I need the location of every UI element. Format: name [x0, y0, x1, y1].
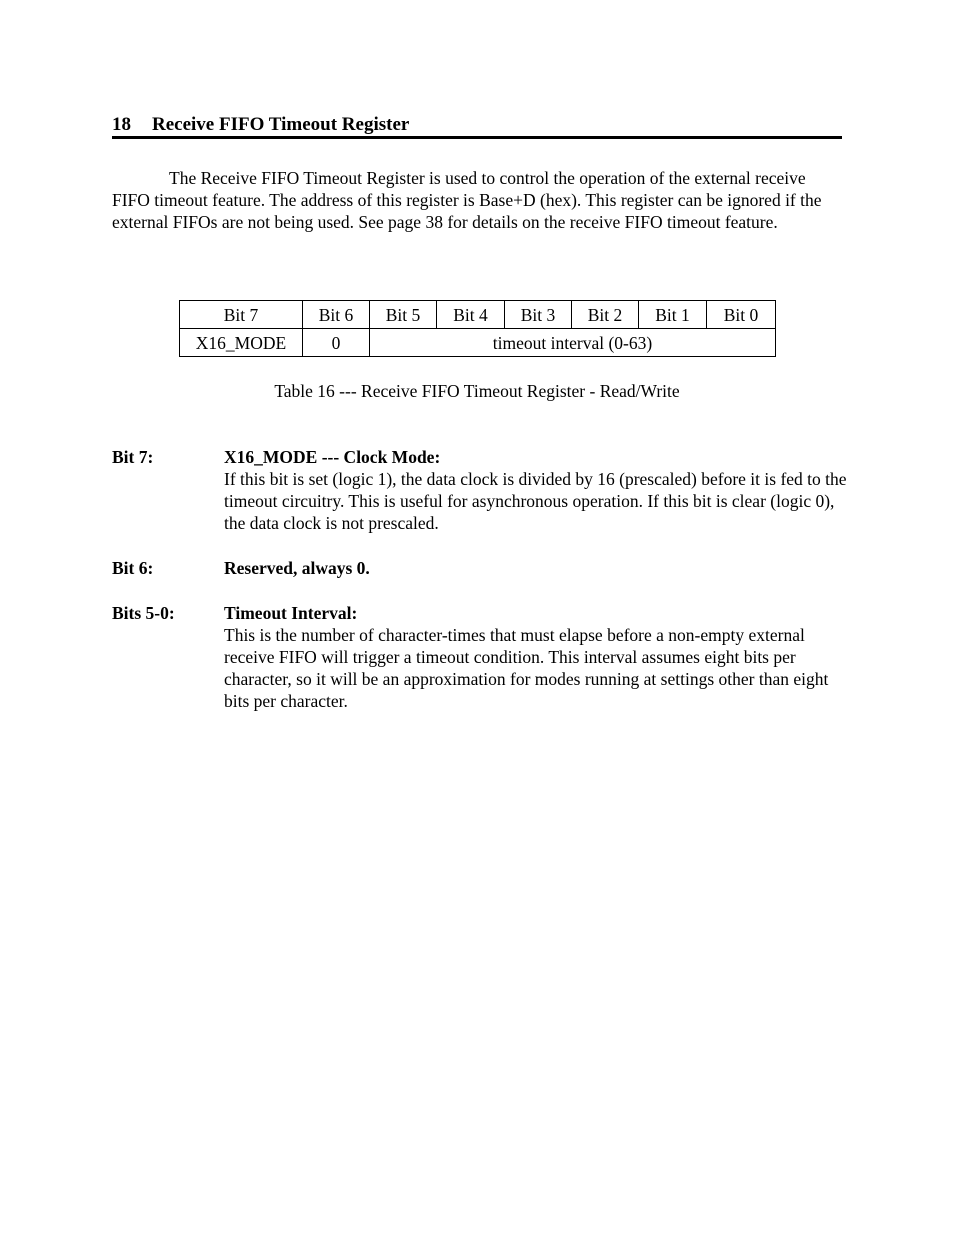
- register-table: [179, 300, 776, 357]
- header-bit-5: Bit 5: [370, 301, 437, 329]
- field-reserved: 0: [303, 329, 370, 357]
- field-x16-mode: X16_MODE: [180, 329, 303, 357]
- bit-title: Timeout Interval:: [224, 603, 358, 623]
- section-number: 18: [112, 114, 131, 135]
- table-caption: Table 16 --- Receive FIFO Timeout Register - Read/Write: [274, 381, 680, 401]
- header-bit-7: Bit 7: [180, 301, 303, 329]
- header-bit-4: Bit 4: [437, 301, 505, 329]
- bit-title: X16_MODE --- Clock Mode:: [224, 447, 441, 467]
- bit-content: [224, 602, 849, 712]
- bit-content: [224, 557, 849, 579]
- bit-content: [224, 446, 849, 534]
- header-bit-0: Bit 0: [707, 301, 776, 329]
- intro-paragraph: The Receive FIFO Timeout Register is used to control the operation of the external receive FIFO timeout feature. The address of this register is Base+D (hex). This register can be ignored if the external FIFOs are not being used. See page 38 for details on the receive FIFO timeout feature.: [112, 168, 822, 232]
- table-header-row: [180, 301, 776, 329]
- bit-label: Bits 5-0:: [112, 603, 175, 623]
- bit-description: If this bit is set (logic 1), the data clock is divided by 16 (prescaled) before it is fed to the timeout circuitry. This is useful for asynchronous operation. If this bit is clear (logic 0), the data clock is not prescaled.: [224, 469, 847, 533]
- bit-label: Bit 6:: [112, 558, 154, 578]
- header-bit-2: Bit 2: [572, 301, 639, 329]
- bit-title: Reserved, always 0.: [224, 558, 370, 578]
- header-bit-3: Bit 3: [505, 301, 572, 329]
- section-heading: [112, 113, 842, 139]
- bit-label: Bit 7:: [112, 447, 154, 467]
- header-bit-1: Bit 1: [639, 301, 707, 329]
- header-bit-6: Bit 6: [303, 301, 370, 329]
- field-timeout-interval: timeout interval (0-63): [370, 329, 776, 357]
- table-field-row: [180, 329, 776, 357]
- bit-description: This is the number of character-times that must elapse before a non-empty external receive FIFO will trigger a timeout condition. This interval assumes eight bits per character, so it will be an approximation for modes running at settings other than eight bits per character.: [224, 625, 829, 711]
- section-title: Receive FIFO Timeout Register: [152, 114, 410, 135]
